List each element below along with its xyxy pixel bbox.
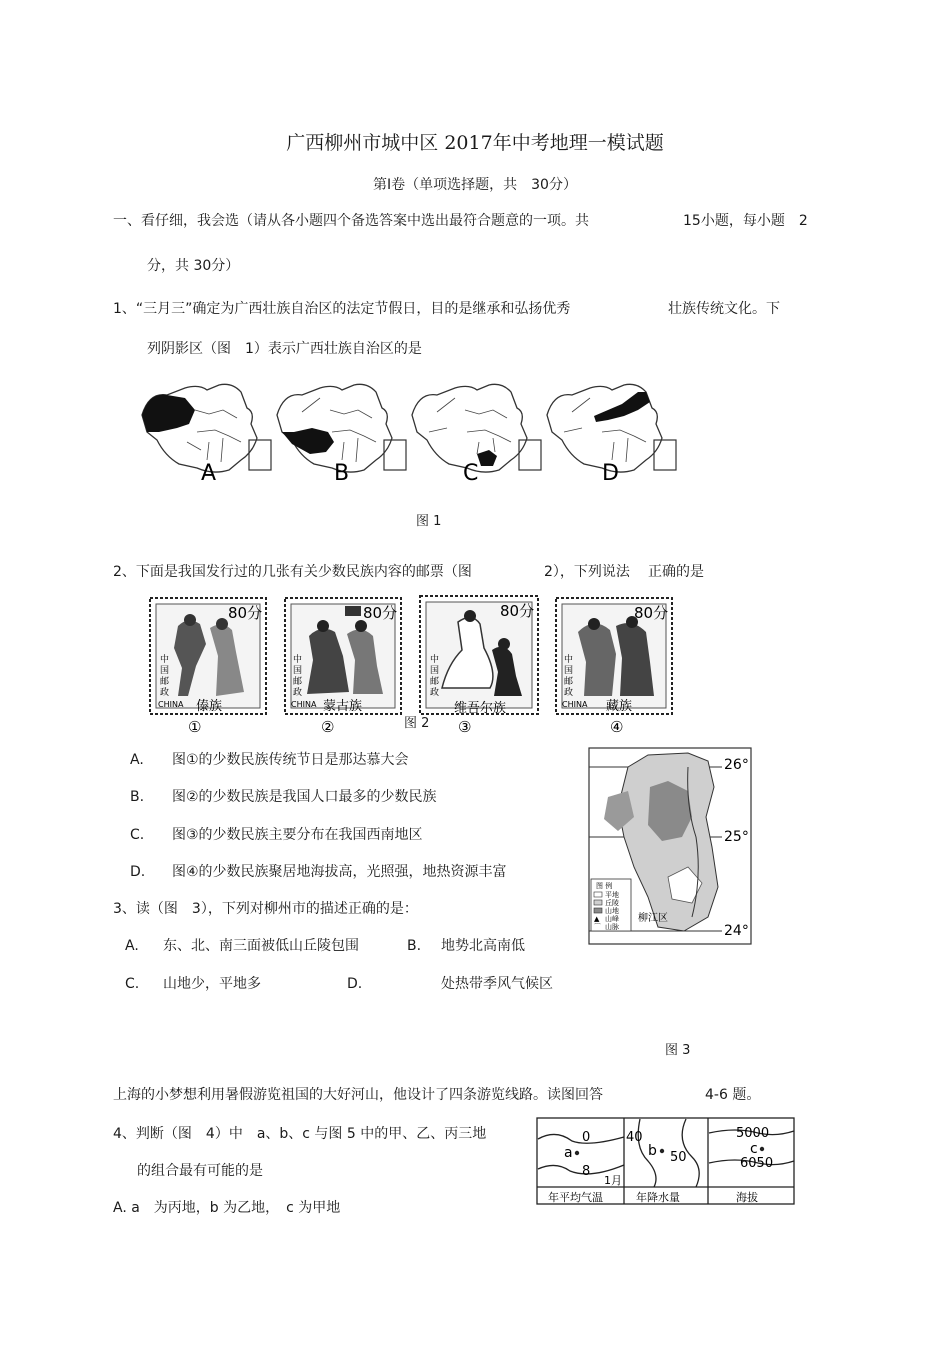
map-label-c: C	[463, 461, 479, 485]
q2-option-c-text: 图③的少数民族主要分布在我国西南地区	[172, 827, 423, 843]
figure-4-panels	[536, 1117, 796, 1207]
latitude-24: 24°	[724, 923, 749, 939]
q3-option-a-text: 东、北、南三面被低山丘陵包围	[163, 938, 359, 954]
latitude-26: 26°	[724, 757, 749, 773]
q3-option-c-text: 山地少，平地多	[163, 976, 261, 992]
svg-text:80分: 80分	[634, 604, 669, 622]
svg-text:50: 50	[670, 1150, 687, 1165]
panel-label-temperature: 年平均气温	[548, 1191, 603, 1204]
q3-option-b-letter: B.	[407, 938, 422, 954]
stamp-number: ③	[458, 718, 472, 736]
stamp-ethnic-label: 藏族	[606, 699, 633, 714]
q2-option-d-text: 图④的少数民族聚居地海拔高，光照强，地热资源丰富	[172, 864, 507, 880]
q2-option-c-letter: C.	[130, 827, 145, 843]
map-label-b: B	[334, 461, 350, 485]
q4-stem-line1: 4、判断（图 4）中 a、b、c 与图 5 中的甲、乙、丙三地	[113, 1126, 487, 1142]
svg-text:邮: 邮	[430, 677, 440, 687]
stamp-number: ②	[321, 718, 335, 736]
q2-stem-part2: 2），下列说法	[544, 564, 630, 580]
china-map-a	[137, 380, 277, 485]
q2-option-a-letter: A.	[130, 752, 144, 768]
q4-stem-line2: 的组合最有可能的是	[137, 1163, 263, 1179]
svg-text:政: 政	[430, 688, 440, 698]
svg-text:80分: 80分	[228, 604, 263, 622]
svg-text:中: 中	[430, 655, 440, 665]
stamp-ethnic-label: 傣族	[196, 699, 223, 714]
q4-option-a: A. a 为丙地，b 为乙地， c 为甲地	[113, 1200, 341, 1216]
svg-text:丘陵: 丘陵	[605, 899, 619, 907]
q3-option-d-text: 处热带季风气候区	[441, 976, 553, 992]
svg-text:80分: 80分	[500, 602, 535, 620]
svg-text:山地: 山地	[605, 907, 619, 915]
svg-text:中: 中	[293, 655, 303, 665]
svg-text:国: 国	[564, 666, 574, 676]
svg-text:CHINA: CHINA	[158, 700, 184, 709]
stamp-ethnic-label: 蒙古族	[323, 699, 363, 714]
q2-stem-part3: 正确的是	[648, 564, 704, 580]
shaded-region-xinjiang	[142, 395, 195, 432]
section-instruction-line1: 一、看仔细，我会选（请从各小题四个备选答案中选出最符合题意的一项。共	[113, 213, 589, 229]
figure-2-caption: 图 2	[404, 716, 430, 731]
section-question-count: 15小题，每小题 2	[683, 213, 808, 229]
svg-text:邮: 邮	[293, 677, 303, 687]
map-place-liujiang: 柳江区	[638, 913, 668, 924]
q1-stem-line1: 1、“三月三”确定为广西壮族自治区的法定节假日，目的是继承和弘扬优秀	[113, 301, 571, 317]
point-c: c	[750, 1141, 758, 1157]
svg-text:80分: 80分	[363, 604, 398, 622]
china-map-c	[407, 380, 547, 485]
q1-stem-line2: 列阴影区（图 1）表示广西壮族自治区的是	[147, 341, 422, 357]
q2-option-b-letter: B.	[130, 789, 145, 805]
q3-stem: 3、读（图 3），下列对柳州市的描述正确的是：	[113, 901, 418, 917]
q2-stem-part1: 2、下面是我国发行过的几张有关少数民族内容的邮票（图	[113, 564, 472, 580]
q2-option-a-text: 图①的少数民族传统节日是那达慕大会	[172, 752, 409, 768]
liuzhou-map	[588, 747, 752, 945]
panel-label-precipitation: 年降水量	[636, 1191, 680, 1204]
q3-option-d-letter: D.	[347, 976, 363, 992]
stamp-number: ④	[610, 718, 624, 736]
point-a: a	[564, 1145, 573, 1161]
svg-text:政: 政	[293, 688, 303, 698]
svg-text:CHINA: CHINA	[562, 700, 588, 709]
svg-text:中: 中	[160, 655, 170, 665]
svg-text:5000: 5000	[736, 1126, 770, 1141]
svg-text:山峰: 山峰	[605, 915, 619, 923]
svg-text:邮: 邮	[564, 677, 574, 687]
china-map-b	[272, 380, 412, 485]
q3-option-a-letter: A.	[125, 938, 139, 954]
peak-icon: ▲	[594, 915, 600, 923]
svg-text:1月: 1月	[604, 1174, 622, 1187]
figure-1-caption: 图 1	[416, 514, 442, 529]
section-subtitle: 第Ⅰ卷（单项选择题，共 30分）	[373, 177, 577, 193]
svg-text:6050: 6050	[740, 1156, 774, 1171]
svg-text:8: 8	[582, 1164, 591, 1179]
svg-text:平地: 平地	[605, 891, 619, 899]
svg-text:国: 国	[293, 666, 303, 676]
stamp-tibetan	[554, 596, 676, 736]
stamp-ethnic-label: 维吾尔族	[454, 701, 507, 716]
map-label-d: D	[602, 461, 619, 485]
panel-label-altitude: 海拔	[736, 1191, 758, 1204]
china-map-d	[542, 380, 682, 485]
intro-4-6-range: 4-6 题。	[705, 1087, 761, 1103]
south-sea-inset	[249, 440, 271, 470]
shaded-region-inner-mongolia	[594, 392, 650, 422]
map-label-a: A	[201, 461, 217, 485]
svg-text:政: 政	[564, 688, 574, 698]
svg-text:中: 中	[564, 655, 574, 665]
svg-text:山脉: 山脉	[605, 923, 619, 931]
figure-3-caption: 图 3	[665, 1043, 691, 1058]
svg-text:CHINA: CHINA	[291, 700, 317, 709]
svg-text:国: 国	[160, 666, 170, 676]
q3-option-b-text: 地势北高南低	[441, 938, 525, 954]
shaded-region-tibet	[282, 428, 334, 454]
svg-text:政: 政	[160, 688, 170, 698]
svg-text:0: 0	[582, 1130, 591, 1145]
range-icon: ⌒	[594, 923, 601, 931]
svg-text:40: 40	[626, 1130, 643, 1145]
q3-option-c-letter: C.	[125, 976, 140, 992]
section-instruction-line2: 分，共 30分）	[147, 258, 240, 274]
svg-text:国: 国	[430, 666, 440, 676]
shaded-region-guangxi	[477, 450, 497, 466]
stamp-number: ①	[188, 718, 202, 736]
q1-stem-line1-end: 壮族传统文化。下	[668, 301, 780, 317]
page-title: 广西柳州市城中区 2017年中考地理一模试题	[286, 132, 664, 154]
latitude-25: 25°	[724, 829, 749, 845]
stamp-mongol	[283, 596, 403, 736]
point-b: b	[648, 1143, 657, 1159]
stamp-uyghur	[418, 594, 540, 736]
intro-4-6-text: 上海的小梦想利用暑假游览祖国的大好河山，他设计了四条游览线路。读图回答	[113, 1087, 603, 1103]
stamp-dai	[148, 596, 268, 736]
q2-option-b-text: 图②的少数民族是我国人口最多的少数民族	[172, 789, 437, 805]
q2-option-d-letter: D.	[130, 864, 146, 880]
svg-text:邮: 邮	[160, 677, 170, 687]
svg-text:图 例: 图 例	[596, 882, 613, 890]
